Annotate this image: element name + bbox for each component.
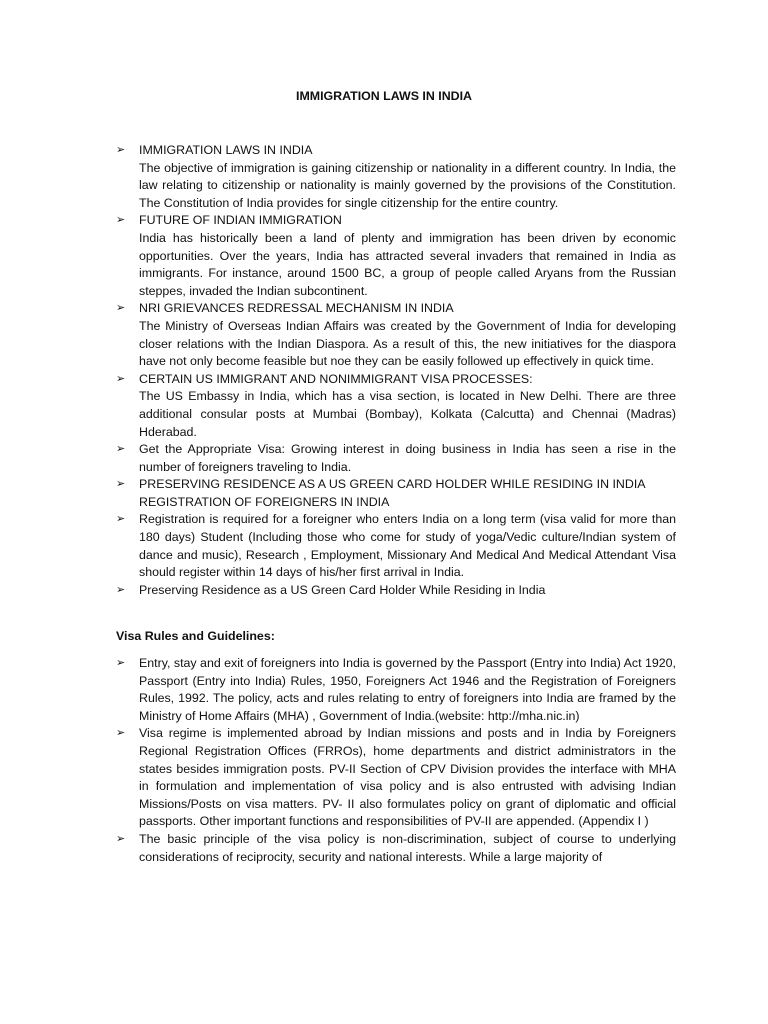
item-heading: NRI GRIEVANCES REDRESSAL MECHANISM IN INDIA <box>139 301 454 316</box>
arrow-bullet-icon: ➢ <box>116 727 126 740</box>
item-heading: PRESERVING RESIDENCE AS A US GREEN CARD HOLDER WHILE RESIDING IN INDIA <box>139 477 646 492</box>
section-heading: Visa Rules and Guidelines: <box>116 629 275 643</box>
item-body: Visa regime is implemented abroad by Indian missions and posts and in India by Foreigners Regional Registration Offices (FRROs), home departments and district administrators in the states besides immigration posts. PV-II Section of CPV Division provides the interface with MHA in formulation and implementation of visa policy and is also entrusted with advising Indian Missions/Posts on visa matters. PV- II also formulates policy on grant of diplomatic and official passports. Other important functions and responsibilities of PV-II are appended. (Appendix I ) <box>139 726 676 829</box>
arrow-bullet-icon: ➢ <box>116 443 126 456</box>
arrow-bullet-icon: ➢ <box>116 144 126 156</box>
arrow-bullet-icon: ➢ <box>116 372 126 385</box>
item-body: India has historically been a land of plenty and immigration has been driven by economic opportunities. Over the years, India has attracted several invaders that remained in India as immigrants. For instance, around 1500 BC, a group of people called Aryans from the Russian steppes, invaded the Indian subcontinent. <box>139 230 676 298</box>
item-body: The basic principle of the visa policy is non-discrimination, subject of course to underlying considerations of reciprocity, security and national interests. While a large majority of <box>139 831 676 864</box>
immigration-list <box>116 142 676 599</box>
document-title: IMMIGRATION LAWS IN INDIA <box>296 89 472 103</box>
list-item <box>116 655 676 725</box>
list-item <box>116 831 676 866</box>
item-body: The US Embassy in India, which has a visa section, is located in New Delhi. There are three additional consular posts at Mumbai (Bombay), Kolkata (Calcutta) and Chennai (Madras) Hderabad. <box>139 389 676 439</box>
list-item <box>116 725 676 831</box>
arrow-bullet-icon: ➢ <box>116 513 126 526</box>
arrow-bullet-icon: ➢ <box>116 214 126 227</box>
arrow-bullet-icon: ➢ <box>116 583 126 596</box>
item-body: The Ministry of Overseas Indian Affairs was created by the Government of India for developing closer relations with the Indian Diaspora. As a result of this, the new initiatives for the diaspora have not only become feasible but noe they can be easily followed up effectively in quick time. <box>139 318 676 369</box>
item-heading: CERTAIN US IMMIGRANT AND NONIMMIGRANT VISA PROCESSES: <box>139 371 533 386</box>
arrow-bullet-icon: ➢ <box>116 302 126 315</box>
item-heading: Preserving Residence as a US Green Card Holder While Residing in India <box>139 582 546 597</box>
list-item <box>116 142 676 212</box>
item-heading: Registration is required for a foreigner who enters India on a long term (visa valid for more than 180 days) Student (Including those who come for study of yoga/Vedic culture/Indian system of dance and music), Research , Employment, Missionary And Medical And Medical Attendant Visa should register within 14 days of his/her first arrival in India. <box>139 512 676 580</box>
arrow-bullet-icon: ➢ <box>116 657 126 669</box>
visa-rules-list <box>116 655 676 866</box>
arrow-bullet-icon: ➢ <box>116 478 126 491</box>
item-heading: FUTURE OF INDIAN IMMIGRATION <box>139 213 342 228</box>
item-heading: Get the Appropriate Visa: Growing interest in doing business in India has seen a rise in the number of foreigners traveling to India. <box>139 442 676 474</box>
item-body: REGISTRATION OF FOREIGNERS IN INDIA <box>139 494 390 509</box>
item-body: The objective of immigration is gaining citizenship or nationality in a different country. In India, the law relating to citizenship or nationality is mainly governed by the provisions of the Constitution. The Constitution of India provides for single citizenship for the entire country. <box>139 160 676 210</box>
item-heading: IMMIGRATION LAWS IN INDIA <box>139 143 313 157</box>
list-item <box>116 300 676 370</box>
list-item <box>116 441 676 476</box>
list-item <box>116 371 676 441</box>
list-item <box>116 212 676 300</box>
item-body: Entry, stay and exit of foreigners into India is governed by the Passport (Entry into India) Act 1920, Passport (Entry into India) Rules, 1950, Foreigners Act 1946 and the Registration of Foreigners Rules, 1992. The policy, acts and rules relating to entry of foreigners into India are framed by the Ministry of Home Affairs (MHA) , Government of India.(website: http://mha.nic.in) <box>139 656 676 723</box>
list-item <box>116 476 676 511</box>
list-item <box>116 582 676 600</box>
arrow-bullet-icon: ➢ <box>116 832 126 845</box>
list-item <box>116 511 676 581</box>
